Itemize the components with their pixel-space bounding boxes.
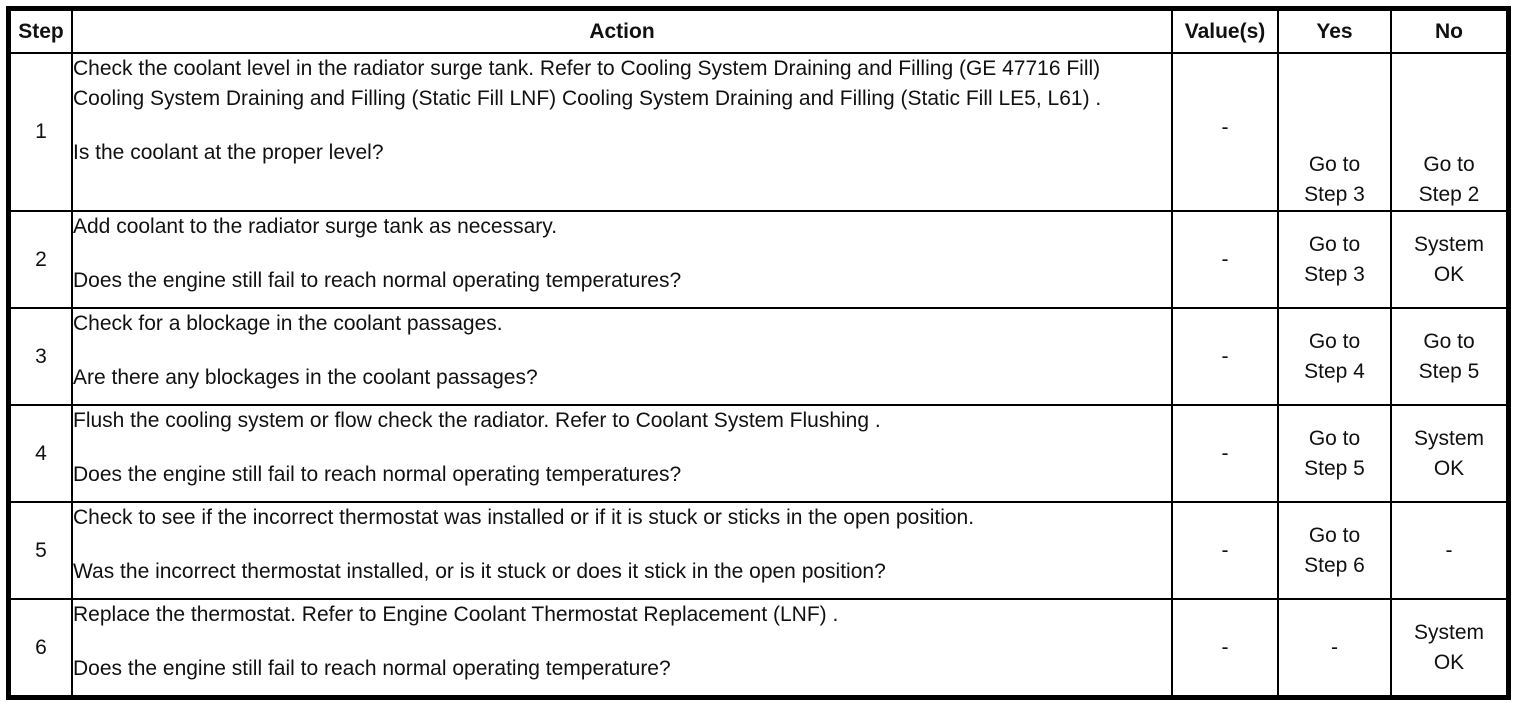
action-cell bbox=[72, 502, 1172, 599]
action-question: Does the engine still fail to reach normal operating temperature? bbox=[73, 657, 671, 680]
action-cell bbox=[72, 405, 1172, 502]
header-no: No bbox=[1391, 10, 1507, 53]
header-action: Action bbox=[72, 10, 1172, 53]
value-cell: - bbox=[1172, 211, 1278, 308]
header-step: Step bbox=[10, 10, 72, 53]
value-cell: - bbox=[1172, 405, 1278, 502]
no-result: Go to Step 2 bbox=[1391, 53, 1507, 211]
value-cell: - bbox=[1172, 502, 1278, 599]
diagnostic-table-frame bbox=[6, 6, 1511, 700]
table-row bbox=[10, 405, 1507, 502]
action-cell bbox=[72, 53, 1172, 211]
header-yes: Yes bbox=[1278, 10, 1391, 53]
action-instruction: Add coolant to the radiator surge tank as necessary. bbox=[73, 215, 558, 238]
yes-result: Go to Step 3 bbox=[1278, 211, 1391, 308]
step-number: 6 bbox=[10, 599, 72, 696]
table-row bbox=[10, 53, 1507, 211]
action-question: Was the incorrect thermostat installed, or is it stuck or does it stick in the open position? bbox=[73, 560, 886, 583]
table-row bbox=[10, 211, 1507, 308]
value-cell: - bbox=[1172, 599, 1278, 696]
header-row bbox=[10, 10, 1507, 53]
action-question: Does the engine still fail to reach normal operating temperatures? bbox=[73, 269, 682, 292]
step-number: 5 bbox=[10, 502, 72, 599]
action-instruction: Check the coolant level in the radiator surge tank. Refer to Cooling System Draining and Filling (GE 47716 Fill) Cooling System Draining and Filling (Static Fill LNF) Cooling System Draining and Filling (Static Fill LE5, L61) . bbox=[73, 57, 1102, 110]
table-row bbox=[10, 502, 1507, 599]
table-row bbox=[10, 599, 1507, 696]
step-number: 3 bbox=[10, 308, 72, 405]
action-instruction: Check to see if the incorrect thermostat was installed or if it is stuck or sticks in the open position. bbox=[73, 506, 975, 529]
no-result: System OK bbox=[1391, 405, 1507, 502]
no-result: Go to Step 5 bbox=[1391, 308, 1507, 405]
no-result: System OK bbox=[1391, 599, 1507, 696]
step-number: 1 bbox=[10, 53, 72, 211]
yes-result: Go to Step 3 bbox=[1278, 53, 1391, 211]
action-cell bbox=[72, 211, 1172, 308]
header-values: Value(s) bbox=[1172, 10, 1278, 53]
value-cell: - bbox=[1172, 308, 1278, 405]
action-cell bbox=[72, 599, 1172, 696]
action-instruction: Replace the thermostat. Refer to Engine Coolant Thermostat Replacement (LNF) . bbox=[73, 603, 839, 626]
step-number: 2 bbox=[10, 211, 72, 308]
action-cell bbox=[72, 308, 1172, 405]
action-question: Does the engine still fail to reach normal operating temperatures? bbox=[73, 463, 682, 486]
table-row bbox=[10, 308, 1507, 405]
action-instruction: Flush the cooling system or flow check the radiator. Refer to Coolant System Flushing . bbox=[73, 409, 881, 432]
no-result: System OK bbox=[1391, 211, 1507, 308]
action-question: Is the coolant at the proper level? bbox=[73, 141, 384, 164]
diagnostic-table bbox=[9, 9, 1508, 697]
step-number: 4 bbox=[10, 405, 72, 502]
value-cell: - bbox=[1172, 53, 1278, 211]
yes-result: Go to Step 6 bbox=[1278, 502, 1391, 599]
yes-result: Go to Step 4 bbox=[1278, 308, 1391, 405]
yes-result: Go to Step 5 bbox=[1278, 405, 1391, 502]
action-question: Are there any blockages in the coolant passages? bbox=[73, 366, 538, 389]
action-instruction: Check for a blockage in the coolant passages. bbox=[73, 312, 503, 335]
yes-result: - bbox=[1278, 599, 1391, 696]
no-result: - bbox=[1391, 502, 1507, 599]
